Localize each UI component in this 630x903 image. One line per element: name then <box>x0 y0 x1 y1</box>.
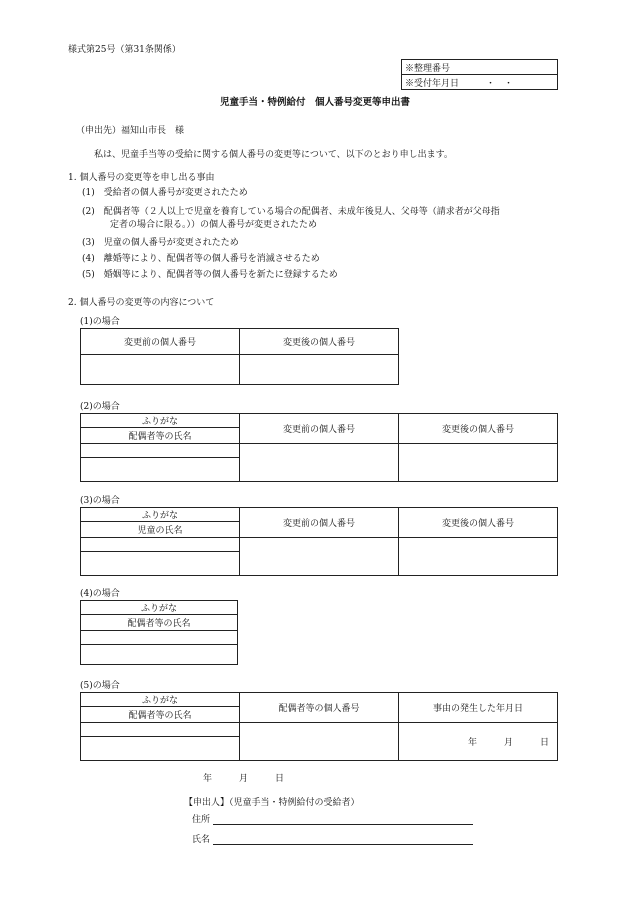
case5-name-input[interactable] <box>81 737 240 761</box>
case3-name-header: 児童の氏名 <box>81 522 240 538</box>
case3-furigana-header: ふりがな <box>81 508 240 522</box>
case2-name-input[interactable] <box>81 458 240 482</box>
case2-name-header: 配偶者等の氏名 <box>81 428 240 444</box>
case5-date-input[interactable]: 年 月 日 <box>399 723 558 761</box>
case4-name-header: 配偶者等の氏名 <box>81 615 238 631</box>
case2-label: (2)の場合 <box>80 402 120 412</box>
case5-number-header: 配偶者等の個人番号 <box>240 693 399 723</box>
address-label: 住所 <box>192 815 211 825</box>
submission-date: 年 月 日 <box>203 774 285 784</box>
applicant-heading: 【申出人】（児童手当・特例給付の受給者） <box>184 798 360 808</box>
address-line[interactable] <box>213 824 473 825</box>
case3-after-digits[interactable] <box>399 538 558 576</box>
office-use-box <box>401 59 558 90</box>
received-date-field[interactable]: ※受付年月日 ・ ・ <box>402 75 558 90</box>
case3-after-header: 変更後の個人番号 <box>399 508 558 538</box>
reason-item-5: (5) 婚姻等により、配偶者等の個人番号を新たに登録するため <box>82 270 338 280</box>
section1-heading: 1. 個人番号の変更等を申し出る事由 <box>68 173 215 183</box>
name-label: 氏名 <box>192 835 211 845</box>
case4-table <box>80 600 238 665</box>
case2-furigana-header: ふりがな <box>81 414 240 428</box>
case1-after-header: 変更後の個人番号 <box>240 329 399 355</box>
reason-item-2-cont: 定者の場合に限る。））の個人番号が変更されたため <box>110 220 318 230</box>
form-number: 様式第25号（第31条関係） <box>68 45 181 55</box>
case1-before-header: 変更前の個人番号 <box>81 329 240 355</box>
case5-name-header: 配偶者等の氏名 <box>81 707 240 723</box>
section2-heading: 2. 個人番号の変更等の内容について <box>68 298 215 308</box>
reason-item-3: (3) 児童の個人番号が変更されたため <box>82 238 239 248</box>
case2-before-digits[interactable] <box>240 444 399 482</box>
reason-item-1: (1) 受給者の個人番号が変更されたため <box>82 188 248 198</box>
case3-before-header: 変更前の個人番号 <box>240 508 399 538</box>
case4-furigana-header: ふりがな <box>81 601 238 615</box>
case5-label: (5)の場合 <box>80 681 120 691</box>
case1-before-digits[interactable] <box>81 355 240 385</box>
case5-number-digits[interactable] <box>240 723 399 761</box>
ref-number-field[interactable]: ※整理番号 <box>402 60 558 75</box>
case3-label: (3)の場合 <box>80 496 120 506</box>
case1-after-digits[interactable] <box>240 355 399 385</box>
reason-item-4: (4) 離婚等により、配偶者等の個人番号を消滅させるため <box>82 254 320 264</box>
case2-after-header: 変更後の個人番号 <box>399 414 558 444</box>
addressee: （申出先）福知山市長 様 <box>76 126 185 136</box>
page-title: 児童手当・特例給付 個人番号変更等申出書 <box>219 97 410 108</box>
case3-furigana-input[interactable] <box>81 538 240 552</box>
case3-before-digits[interactable] <box>240 538 399 576</box>
case5-date-header: 事由の発生した年月日 <box>399 693 558 723</box>
case5-table <box>80 692 558 761</box>
reason-item-2: (2) 配偶者等（２人以上で児童を養育している場合の配偶者、未成年後見人、父母等（請求者が父母指 <box>82 207 500 217</box>
case5-furigana-input[interactable] <box>81 723 240 737</box>
case4-name-input[interactable] <box>81 645 238 665</box>
case3-name-input[interactable] <box>81 552 240 576</box>
case4-furigana-input[interactable] <box>81 631 238 645</box>
name-line[interactable] <box>213 844 473 845</box>
case3-table <box>80 507 558 576</box>
case1-table <box>80 328 399 385</box>
case2-table <box>80 413 558 482</box>
case2-before-header: 変更前の個人番号 <box>240 414 399 444</box>
intro-text: 私は、児童手当等の受給に関する個人番号の変更等について、以下のとおり申し出ます。 <box>94 150 453 160</box>
case1-label: (1)の場合 <box>80 317 120 327</box>
case2-furigana-input[interactable] <box>81 444 240 458</box>
case5-furigana-header: ふりがな <box>81 693 240 707</box>
case4-label: (4)の場合 <box>80 589 120 599</box>
case2-after-digits[interactable] <box>399 444 558 482</box>
